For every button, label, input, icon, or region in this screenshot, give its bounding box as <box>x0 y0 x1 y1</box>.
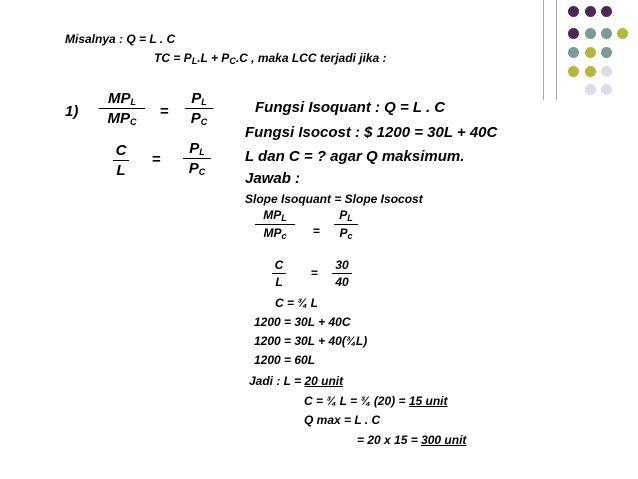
decor-dot <box>568 66 579 77</box>
left-eq1-equals: = <box>160 103 169 120</box>
left-eq1-rhs: $P_L$ $P_C$ <box>185 90 213 127</box>
decor-dot <box>585 28 596 39</box>
decor-dot <box>601 84 612 95</box>
header-line-1: Misalnya : Q = L . C <box>65 32 176 46</box>
isocost-function: Fungsi Isocost : $ 1200 = 30L + 40C <box>245 124 498 141</box>
item-number: 1) <box>65 103 79 120</box>
result-qmax-formula: Q max = L . C <box>304 413 381 427</box>
left-eq2-lhs: C L <box>113 142 129 179</box>
decor-dot <box>568 28 579 39</box>
decor-dot <box>568 47 579 58</box>
step-simplified: 1200 = 60L <box>254 353 316 367</box>
result-l: Jadi : L = 20 unit <box>249 374 344 388</box>
step-substitute: 1200 = 30L + 40(¾L) <box>254 334 368 348</box>
answer-frac2-rhs: 30 40 <box>332 258 352 289</box>
step-c: C = ¾ L <box>275 296 319 310</box>
step-isocost: 1200 = 30L + 40C <box>254 315 351 329</box>
answer-frac2-lhs: C L <box>272 258 286 289</box>
answer-frac1-lhs: $MP_L$ $MP_c$ <box>255 208 295 241</box>
decor-dot <box>601 66 612 77</box>
decor-dot <box>617 28 628 39</box>
slope-equation: Slope Isoquant = Slope Isocost <box>245 192 423 206</box>
decor-dot <box>585 84 596 95</box>
result-c: C = ¾ L = ¾ (20) = 15 unit <box>304 394 448 408</box>
jawab-label: Jawab : <box>245 170 301 187</box>
left-eq2-equals: = <box>152 151 161 168</box>
answer-frac1-equals: = <box>313 224 321 238</box>
header-line-2: TC = $P_L.L + P_C.C$ , maka LCC terjadi jika : <box>154 51 387 66</box>
left-eq1-lhs: $MP_L$ $MP_C$ <box>99 90 145 127</box>
decor-dot <box>585 47 596 58</box>
answer-frac1-rhs: $P_L$ $P_c$ <box>334 208 358 241</box>
decor-dot <box>568 6 579 17</box>
isoquant-function: Fungsi Isoquant : Q = L . C <box>255 99 446 116</box>
answer-frac2-equals: = <box>311 266 319 280</box>
decor-dot <box>585 66 596 77</box>
maximize-condition: L dan C = ? agar Q maksimum. <box>245 148 465 165</box>
decor-dot <box>601 6 612 17</box>
decor-line-1 <box>543 0 544 100</box>
decor-line-2 <box>556 0 557 100</box>
left-eq2-rhs: $P_L$ $P_C$ <box>183 140 211 177</box>
decor-dot <box>585 6 596 17</box>
result-qmax: = 20 x 15 = 300 unit <box>357 433 467 447</box>
decor-dot <box>601 28 612 39</box>
decor-dot <box>601 47 612 58</box>
